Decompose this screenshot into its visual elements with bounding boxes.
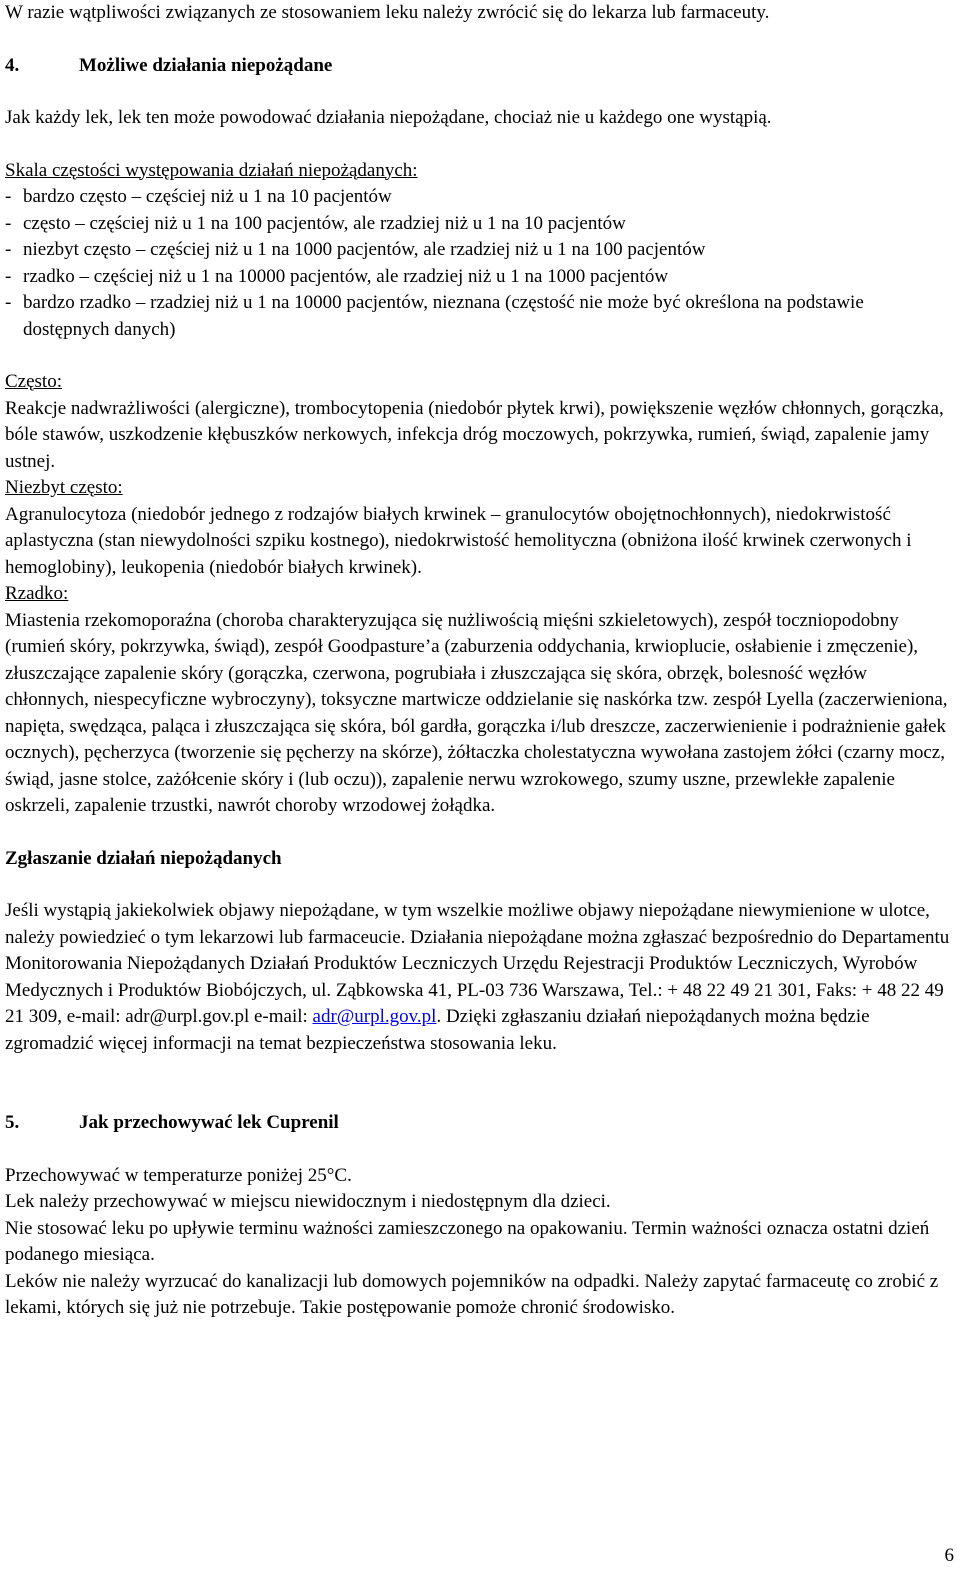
rare-label: Rzadko:	[5, 583, 69, 604]
section-5-number: 5.	[5, 1112, 20, 1133]
leaflet-page	[5, 0, 953, 1322]
frequency-scale-item: - bardzo rzadko – rzadziej niż u 1 na 10000 pacjentów, nieznana (częstość nie może być określona na podstawie dostępnych danych)	[5, 292, 864, 340]
frequency-scale-item: - rzadko – częściej niż u 1 na 10000 pacjentów, ale rzadziej niż u 1 na 1000 pacjentów	[5, 265, 669, 287]
reporting-heading: Zgłaszanie działań niepożądanych	[5, 847, 282, 869]
frequency-scale-list	[5, 184, 953, 343]
section-4-heading	[5, 53, 953, 80]
storage-line: Lek należy przechowywać w miejscu niewidocznym i niedostępnym dla dzieci.	[5, 1191, 611, 1212]
email-link[interactable]: adr@urpl.gov.pl	[312, 1006, 437, 1027]
intro-text: W razie wątpliwości związanych ze stosowaniem leku należy zwrócić się do lekarza lub farmaceuty.	[5, 2, 770, 23]
storage-line: Nie stosować leku po upływie terminu ważności zamieszczonego na opakowaniu. Termin ważności oznacza ostatni dzień podanego miesiąca.	[5, 1217, 930, 1265]
section-5-title: Jak przechowywać lek Cuprenil	[79, 1112, 339, 1133]
reporting-text: Jeśli wystąpią jakiekolwiek objawy niepożądane, w tym wszelkie możliwe objawy niepożądane niewymienione w ulotce, należy powiedzieć o tym lekarzowi lub farmaceucie. Działania niepożądane można zgłaszać bezpośrednio do Departamentu Monitorowania Niepożądanych Działań Produktów Leczniczych Urzędu Rejestracji Produktów Leczniczych, Wyrobów Medycznych i Produktów Biobójczych, ul. Ząbkowska 41, PL-03 736 Warszawa, Tel.: + 48 22 49 21 301, Faks: + 48 22 49 21 309, e-mail: adr@urpl.gov.pl e-mail: adr@urpl.gov.pl. Dzięki zgłaszaniu działań niepożądanych można będzie zgromadzić więcej informacji na temat bezpieczeństwa stosowania leku.	[5, 900, 950, 1054]
section-4-number: 4.	[5, 54, 20, 76]
section-4-intro: Jak każdy lek, lek ten może powodować działania niepożądane, chociaż nie u każdego one wystąpią.	[5, 107, 772, 128]
page-number: 6	[944, 1545, 954, 1566]
frequency-scale-item: - niezbyt często – częściej niż u 1 na 1000 pacjentów, ale rzadziej niż u 1 na 100 pacjentów	[5, 239, 706, 260]
common-label: Często:	[5, 371, 62, 392]
storage-line: Leków nie należy wyrzucać do kanalizacji lub domowych pojemników na odpadki. Należy zapytać farmaceutę co zrobić z lekami, których się już nie potrzebuje. Takie postępowanie pomoże chronić środowisko.	[5, 1270, 939, 1318]
storage-line: Przechowywać w temperaturze poniżej 25°C.	[5, 1164, 352, 1186]
uncommon-text: Agranulocytoza (niedobór jednego z rodzajów białych krwinek – granulocytów obojętnochłonnych), niedokrwistość aplastyczna (stan niewydolności szpiku kostnego), niedokrwistość hemolityczna (obniżona ilość krwinek czerwonych i hemoglobiny), leukopenia (niedobór białych krwinek).	[5, 503, 912, 578]
section-5-heading	[5, 1110, 953, 1137]
frequency-scale-item: - często – częściej niż u 1 na 100 pacjentów, ale rzadziej niż u 1 na 10 pacjentów	[5, 212, 626, 234]
uncommon-label: Niezbyt często:	[5, 477, 123, 498]
common-text: Reakcje nadwrażliwości (alergiczne), trombocytopenia (niedobór płytek krwi), powiększenie węzłów chłonnych, gorączka, bóle stawów, uszkodzenie kłębuszków nerkowych, infekcja dróg moczowych, pokrzywka, rumień, świąd, zapalenie jamy ustnej.	[5, 397, 944, 472]
section-4-title: Możliwe działania niepożądane	[79, 54, 333, 76]
frequency-scale-title: Skala częstości występowania działań niepożądanych:	[5, 159, 418, 181]
rare-text: Miastenia rzekomoporaźna (choroba charakteryzująca się nużliwością mięśni szkieletowych), zespół toczniopodobny (rumień skóry, pokrzywka, świąd), zespół Goodpasture’a (zaburzenia oddychania, krwioplucie, osłabienie i zmęczenie), złuszczające zapalenie skóry (gorączka, czerwona, pogrubiała i złuszczająca się skóra, obrzęk, bolesność węzłów chłonnych, niespecyficzne wybroczyny), toksyczne martwicze oddzielanie się naskórka tzw. zespół Lyella (zaczerwieniona, napięta, swędząca, paląca i złuszczająca się skóra, ból gardła, gorączka i/lub dreszcze, zaczerwienienie i podrażnienie gałek ocznych), pęcherzyca (tworzenie się pęcherzy na skórze), żółtaczka cholestatyczna wywołana zastojem żółci (czarny mocz, świąd, jasne stolce, zażółcenie skóry i (lub oczu)), zapalenie nerwu wzrokowego, szumy uszne, przewlekłe zapalenie oskrzeli, zapalenie trzustki, nawrót choroby wrzodowej żołądka.	[5, 609, 948, 816]
frequency-scale-item: - bardzo często – częściej niż u 1 na 10 pacjentów	[5, 186, 392, 207]
